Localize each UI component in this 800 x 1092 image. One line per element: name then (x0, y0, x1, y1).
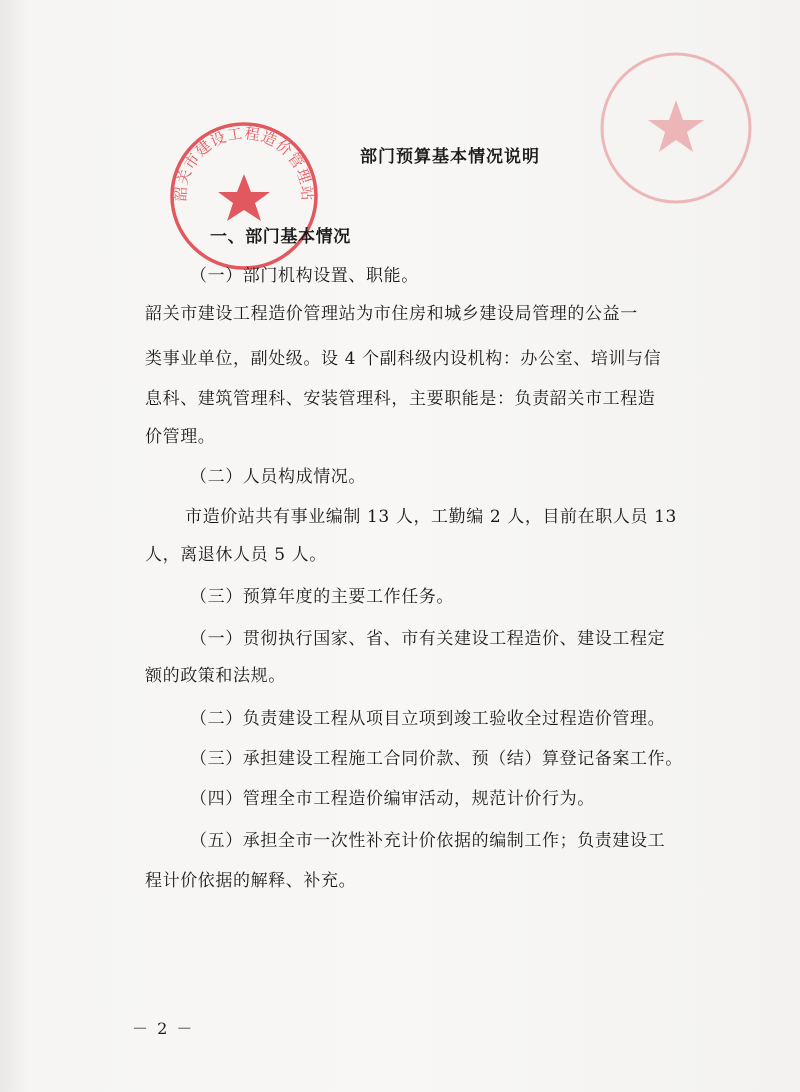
sub2-heading: （二）人员构成情况。 (190, 467, 366, 487)
faint-seal-stamp (596, 48, 756, 208)
task-line-5: （四）管理全市工程造价编审活动，规范计价行为。 (190, 789, 595, 809)
para1-line-3: 息科、建筑管理科、安装管理科，主要职能是：负责韶关市工程造 (145, 389, 656, 409)
para2-line-1: 市造价站共有事业编制 13 人，工勤编 2 人，目前在职人员 13 (185, 507, 677, 527)
task-line-2: 额的政策和法规。 (145, 666, 286, 686)
para1-line-1: 韶关市建设工程造价管理站为市住房和城乡建设局管理的公益一 (145, 304, 638, 324)
seal-text: 韶关市建设工程造价管理站 (171, 124, 317, 202)
section1-heading: 一、部门基本情况 (210, 227, 351, 247)
para1-line-2: 类事业单位，副处级。设 4 个副科级内设机构：办公室、培训与信 (145, 349, 662, 369)
para1-line-4: 价管理。 (145, 427, 216, 447)
task-line-4: （三）承担建设工程施工合同价款、预（结）算登记备案工作。 (190, 749, 683, 769)
task-line-3: （二）负责建设工程从项目立项到竣工验收全过程造价管理。 (190, 709, 666, 729)
page-number: － 2 － (132, 1019, 195, 1038)
document-title (0, 142, 800, 167)
sub1-heading: （一）部门机构设置、职能。 (190, 266, 419, 286)
para2-line-2: 人，离退休人员 5 人。 (145, 545, 327, 565)
task-line-6: （五）承担全市一次性补充计价依据的编制工作；负责建设工 (190, 831, 666, 851)
task-line-1: （一）贯彻执行国家、省、市有关建设工程造价、建设工程定 (190, 629, 666, 649)
document-title-text: 部门预算基本情况说明 (360, 147, 540, 167)
task-line-7: 程计价依据的解释、补充。 (145, 871, 357, 891)
sub3-heading: （三）预算年度的主要工作任务。 (190, 587, 454, 607)
